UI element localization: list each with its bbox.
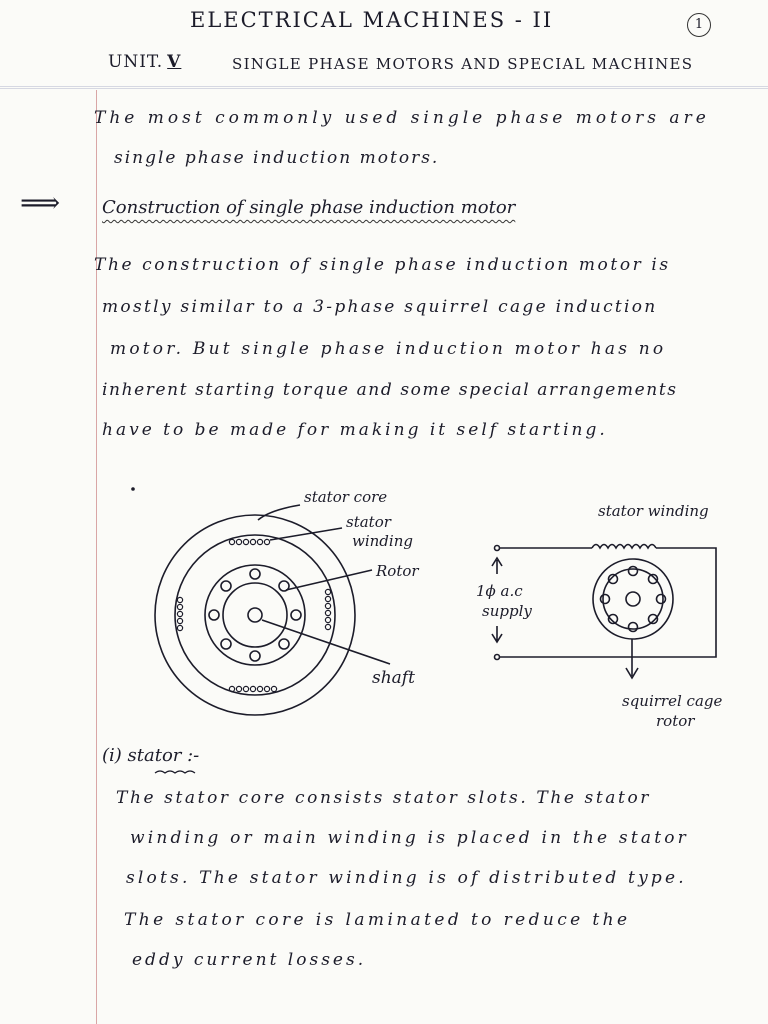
stator-line: eddy current losses. (132, 950, 367, 970)
label-stator-winding: stator winding (598, 502, 709, 520)
label-stator-winding-2: winding (352, 532, 413, 550)
unit-number: V (167, 52, 182, 72)
stator-heading: (i) stator :- (102, 745, 200, 766)
construction-line: motor. But single phase induction motor has no (110, 339, 667, 359)
intro-line-2: single phase induction motors. (114, 148, 440, 168)
label-supply-1: 1ϕ a.c (476, 582, 523, 600)
unit-title: SINGLE PHASE MOTORS AND SPECIAL MACHINES (232, 55, 694, 73)
label-stator-winding-1: stator (346, 513, 391, 531)
intro-line-1: The most commonly used single phase motors are (94, 108, 710, 128)
stator-line: The stator core consists stator slots. The stator (116, 788, 652, 808)
unit-label-text: UNIT. (108, 52, 164, 72)
page-number: 1 (687, 13, 711, 37)
construction-line: The construction of single phase induction motor is (94, 255, 671, 275)
construction-line: have to be made for making it self starting. (102, 420, 608, 440)
construction-line: mostly similar to a 3-phase squirrel cage induction (102, 297, 658, 317)
stator-line: The stator core is laminated to reduce the (124, 910, 631, 930)
label-rotor: Rotor (376, 562, 419, 580)
label-shaft: shaft (372, 668, 415, 688)
double-arrow-icon: ⟹ (20, 186, 61, 219)
label-squirrel-cage-2: rotor (656, 712, 695, 730)
construction-heading: Construction of single phase induction motor (102, 197, 516, 218)
construction-line: inherent starting torque and some special arrangements (102, 380, 678, 400)
stator-line: winding or main winding is placed in the stator (130, 828, 689, 848)
label-stator-core: stator core (304, 488, 388, 506)
page-title: ELECTRICAL MACHINES - II (190, 8, 554, 32)
label-supply-2: supply (482, 602, 532, 620)
label-squirrel-cage-1: squirrel cage (622, 692, 723, 710)
stator-line: slots. The stator winding is of distributed type. (126, 868, 687, 888)
